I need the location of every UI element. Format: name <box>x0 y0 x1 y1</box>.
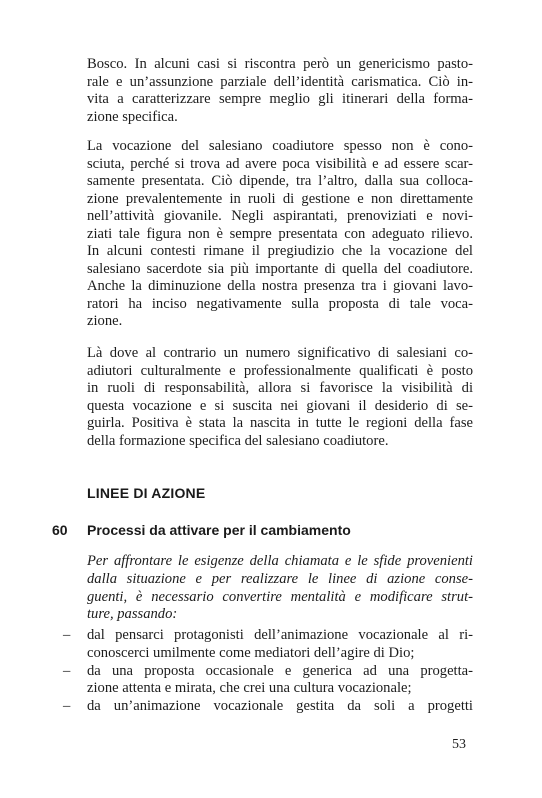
text-line: rale e un’assunzione parziale dell’identità carismatica. Ciò in- <box>87 73 473 90</box>
text-line: guenti, è necessario convertire mentalità e modificare strut- <box>87 588 473 605</box>
text-line: Bosco. In alcuni casi si riscontra però un genericismo pasto- <box>87 56 473 72</box>
text-line: ratori ha inciso negativamente sulla proposta di tale voca- <box>87 295 473 312</box>
text-line: dal pensarci protagonisti dell’animazione vocazionale al ri- <box>87 627 473 643</box>
subsection-number: 60 <box>52 522 68 538</box>
text-line: Anche la diminuzione della nostra presenza tra i giovani lavo- <box>87 278 473 294</box>
list-item <box>63 663 473 699</box>
text-line: ture, passando: <box>87 606 178 623</box>
text-line: della formazione specifica del salesiano coadiutore. <box>87 432 389 449</box>
text-line: dalla situazione e per realizzare le linee di azione conse- <box>87 570 473 587</box>
paragraph-2 <box>87 138 473 331</box>
text-line: In alcuni contesti rimane il pregiudizio che la vocazione del <box>87 243 473 259</box>
text-line: Là dove al contrario un numero significativo di salesiani co- <box>87 345 473 361</box>
text-line: guirla. Positiva è stata la nascita in tutte le regioni della fase <box>87 415 473 431</box>
text-line: zione. <box>87 313 123 329</box>
text-line: nell’attività giovanile. Negli aspirantati, prenoviziati e novi- <box>87 208 473 224</box>
list-item <box>63 627 473 663</box>
text-line: in ruoli di responsabilità, allora si favorisce la visibilità di <box>87 380 473 396</box>
text-line: da un’animazione vocazionale gestita da soli a progetti <box>87 698 473 715</box>
dash-bullet: – <box>63 662 71 679</box>
text-line: salesiano sacerdote sia più importante di quella del coadiutore. <box>87 260 473 277</box>
subsection-title: Processi da attivare per il cambiamento <box>87 522 351 538</box>
intro-italic-paragraph <box>87 553 473 624</box>
dash-bullet: – <box>63 698 71 715</box>
text-line: adiutori culturalmente e professionalmente qualificati è posto <box>87 362 473 379</box>
section-heading: LINEE DI AZIONE <box>87 485 206 501</box>
text-line: zione prevalentemente in ruoli di gestione e non direttamente <box>87 190 473 207</box>
paragraph-1 <box>87 56 473 126</box>
text-line: da una proposta occasionale e generica ad una progetta- <box>87 662 473 679</box>
dash-bullet: – <box>63 627 71 643</box>
dash-list <box>63 627 473 716</box>
paragraph-3 <box>87 345 473 450</box>
text-line: zione attenta e mirata, che crei una cultura vocazionale; <box>87 680 412 697</box>
list-item <box>63 698 473 716</box>
text-line: sciuta, perché si trova ad avere poca visibilità e ad essere scar- <box>87 155 473 172</box>
text-line: ziati tale figura non è sempre presentata con adeguato rilievo. <box>87 225 473 242</box>
text-line: vita a caratterizzare sempre meglio gli itinerari della forma- <box>87 91 473 107</box>
text-line: Per affrontare le esigenze della chiamata e le sfide provenienti <box>87 553 473 569</box>
text-line: questa vocazione e si suscita nei giovani il desiderio di se- <box>87 397 473 414</box>
text-line: samente presentata. Ciò dipende, tra l’altro, dalla sua colloca- <box>87 173 473 189</box>
text-line: conoscerci umilmente come mediatori dell’agire di Dio; <box>87 644 415 661</box>
text-line: zione specifica. <box>87 108 178 125</box>
text-line: La vocazione del salesiano coadiutore spesso non è cono- <box>87 138 473 154</box>
page-number: 53 <box>452 737 466 752</box>
